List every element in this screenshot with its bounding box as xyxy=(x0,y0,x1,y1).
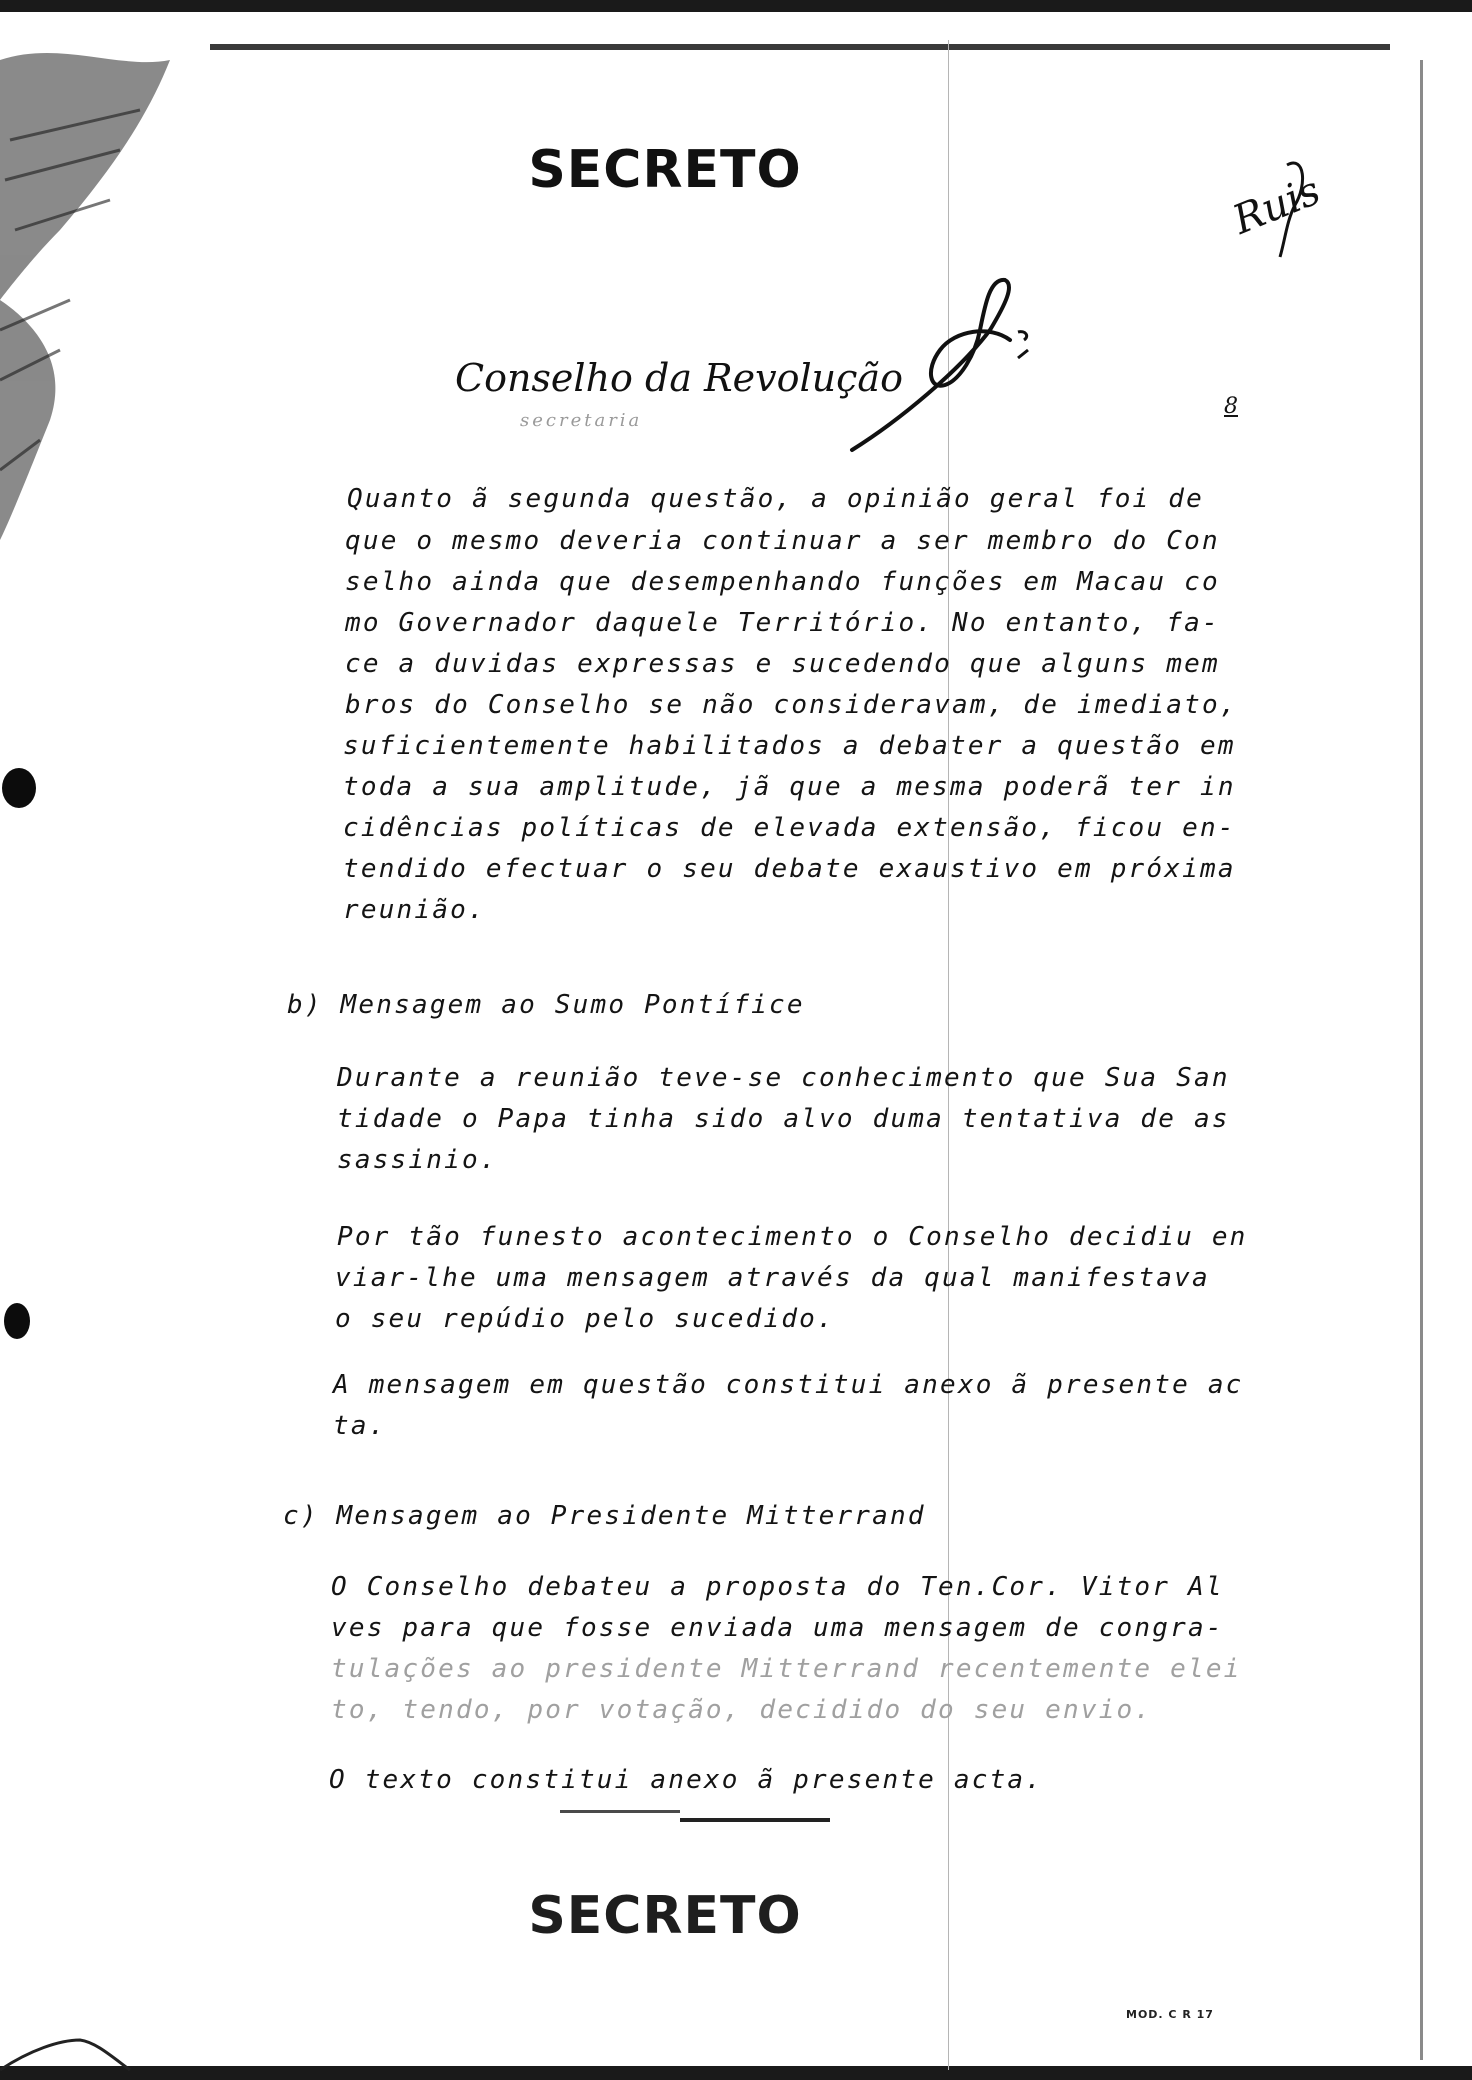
text-line: ce a duvidas expressas e sucedendo que alguns mem xyxy=(345,649,1220,679)
section-c-heading: c) Mensagem ao Presidente Mitterrand xyxy=(283,1501,926,1531)
text-line: que o mesmo deveria continuar a ser membro do Con xyxy=(345,526,1220,556)
scan-bottom-edge xyxy=(0,2066,1472,2080)
text-line: tidade o Papa tinha sido alvo duma tentativa de as xyxy=(337,1104,1230,1134)
punch-hole-upper xyxy=(2,768,36,808)
page-number: 8 xyxy=(1224,394,1238,419)
text-line: Quanto ã segunda questão, a opinião geral foi de xyxy=(347,484,1204,514)
form-code: MOD. C R 17 xyxy=(1126,2008,1214,2021)
text-line: sassinio. xyxy=(337,1145,498,1175)
signature xyxy=(840,270,1070,460)
punch-hole-lower xyxy=(4,1303,30,1339)
scan-corner-mark xyxy=(0,2020,160,2080)
scan-smudge xyxy=(0,0,260,560)
text-line: O Conselho debateu a proposta do Ten.Cor. Vitor Al xyxy=(331,1572,1224,1602)
classification-stamp-top: SECRETO xyxy=(528,140,802,200)
text-line: bros do Conselho se não consideravam, de imediato, xyxy=(345,690,1238,720)
text-line: toda a sua amplitude, jã que a mesma poderã ter in xyxy=(343,772,1236,802)
scan-speck xyxy=(560,1810,680,1813)
svg-text:Ruis: Ruis xyxy=(1226,167,1327,244)
letterhead-subtitle: secretaria xyxy=(520,410,643,431)
handwritten-initials xyxy=(1225,145,1327,265)
text-line: tendido efectuar o seu debate exaustivo em próxima xyxy=(343,854,1236,884)
text-line: Por tão funesto acontecimento o Conselho decidiu en xyxy=(337,1222,1248,1252)
text-line: ta. xyxy=(333,1411,387,1441)
classification-stamp-bottom: SECRETO xyxy=(528,1886,802,1946)
text-line: viar-lhe uma mensagem através da qual manifestava xyxy=(335,1263,1210,1293)
page-right-edge xyxy=(1420,60,1423,2060)
text-line: mo Governador daquele Território. No entanto, fa- xyxy=(345,608,1220,638)
text-line: Durante a reunião teve-se conhecimento que Sua San xyxy=(337,1063,1230,1093)
header-rule xyxy=(210,44,1390,50)
text-line: O texto constitui anexo ã presente acta. xyxy=(329,1765,1044,1795)
section-b-heading: b) Mensagem ao Sumo Pontífice xyxy=(287,990,805,1020)
text-line: selho ainda que desempenhando funções em Macau co xyxy=(345,567,1220,597)
scan-speck xyxy=(680,1818,830,1822)
text-line-faded: tulações ao presidente Mitterrand recentemente elei xyxy=(331,1654,1242,1684)
text-line: o seu repúdio pelo sucedido. xyxy=(335,1304,835,1334)
letterhead: Conselho da Revolução xyxy=(455,356,903,400)
text-line: reunião. xyxy=(343,895,486,925)
text-line: suficientemente habilitados a debater a questão em xyxy=(343,731,1236,761)
text-line: A mensagem em questão constitui anexo ã presente ac xyxy=(333,1370,1244,1400)
text-line: cidências políticas de elevada extensão, ficou en- xyxy=(343,813,1236,843)
text-line: ves para que fosse enviada uma mensagem de congra- xyxy=(331,1613,1224,1643)
text-line-faded: to, tendo, por votação, decidido do seu envio. xyxy=(331,1695,1153,1725)
